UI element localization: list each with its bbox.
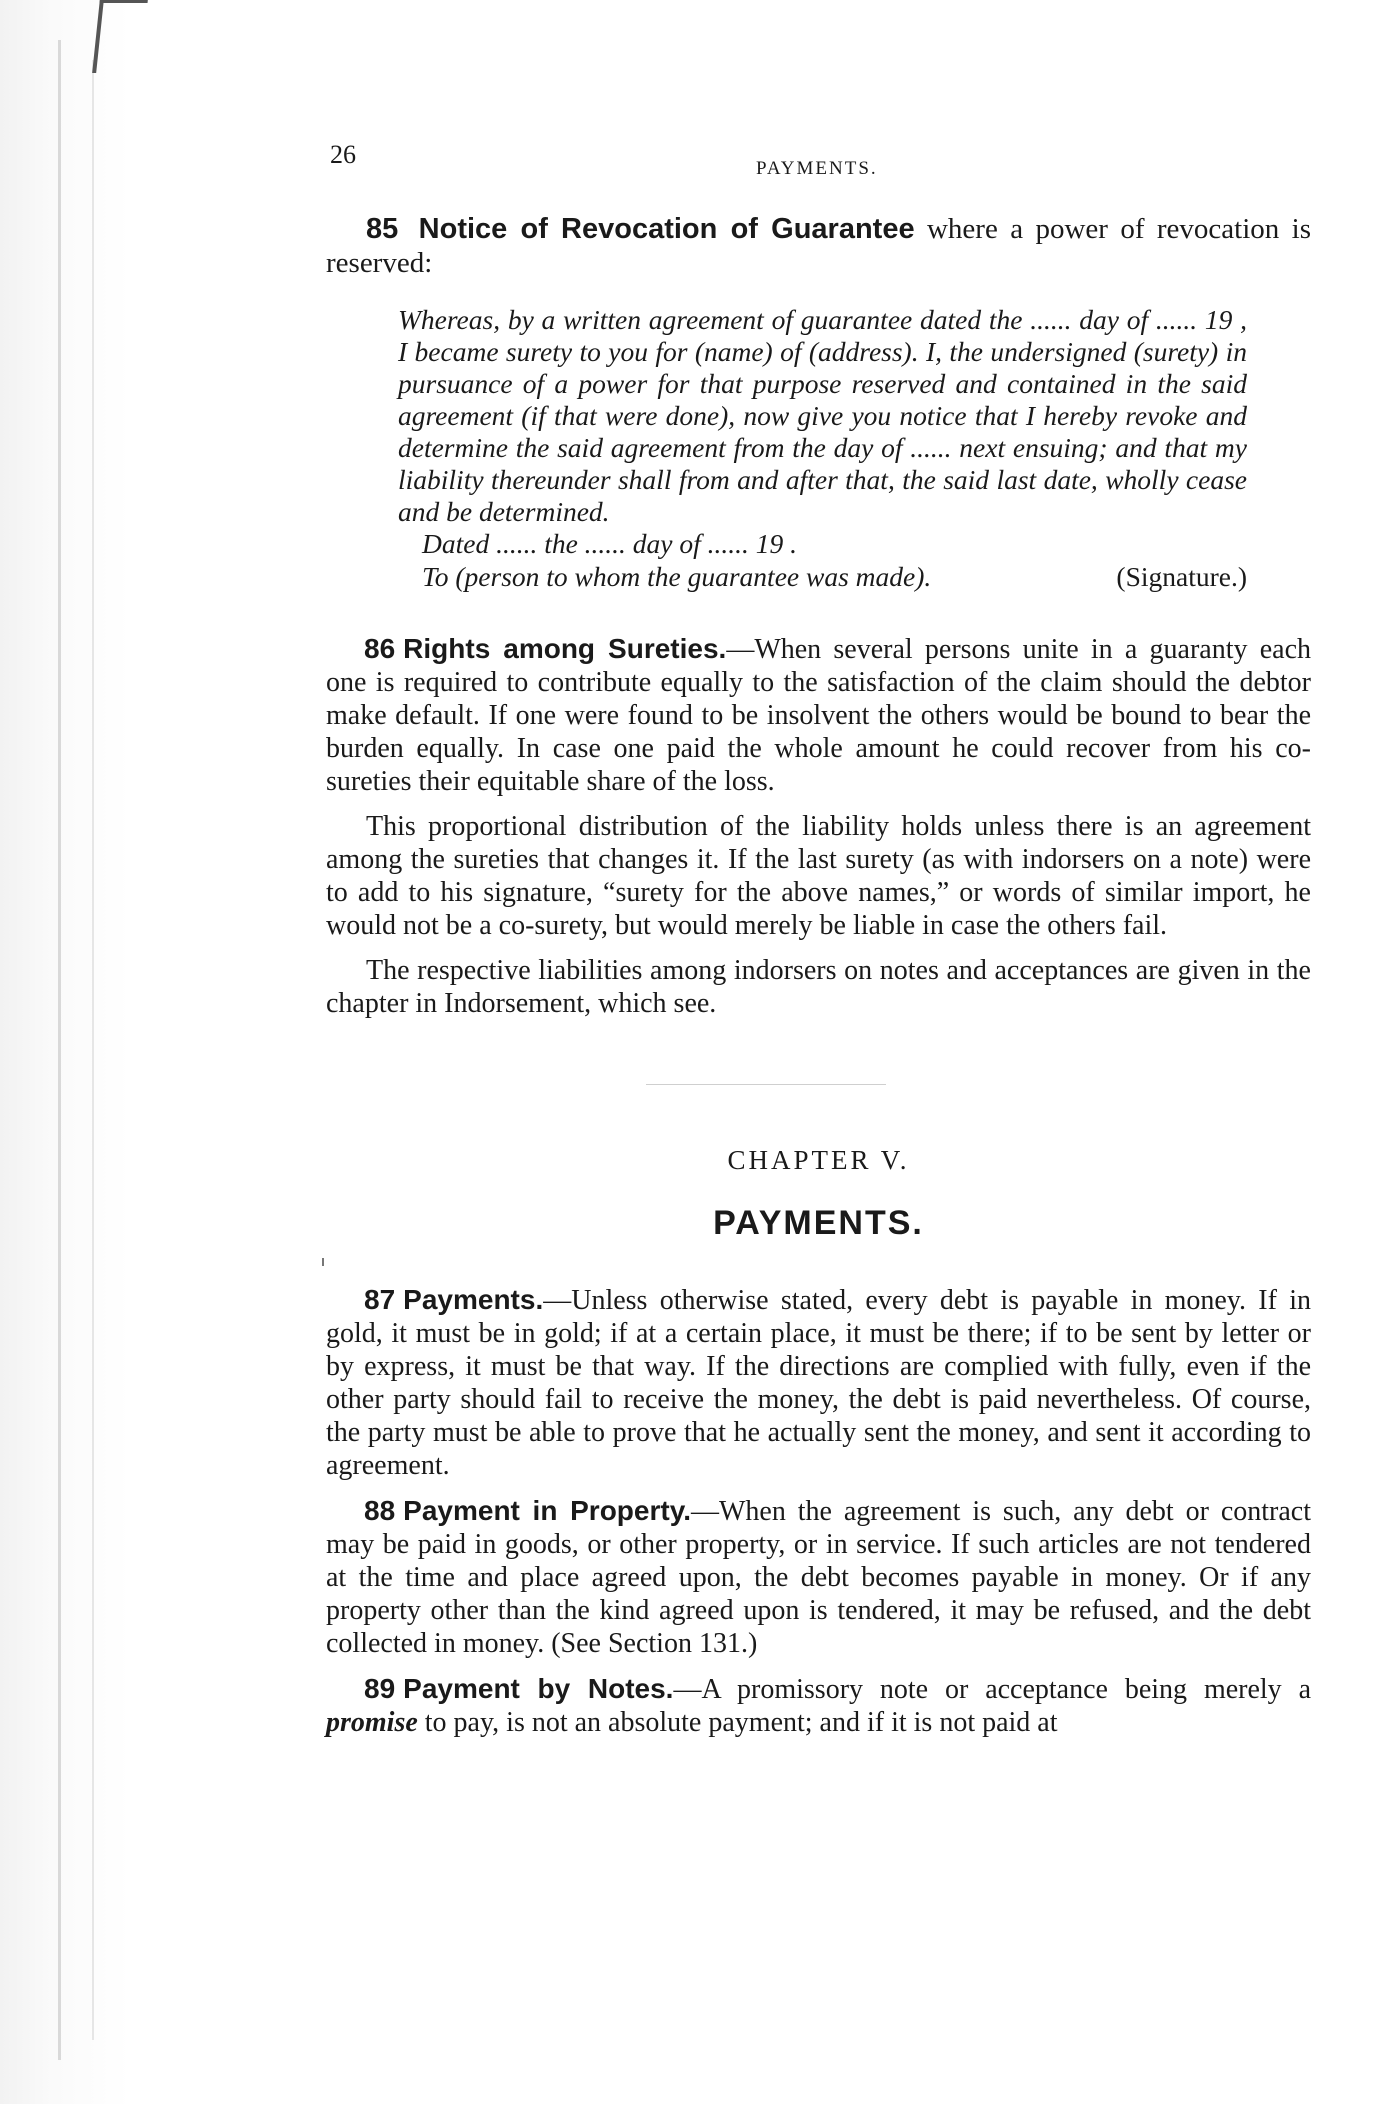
section-title: Payment by Notes. — [403, 1673, 674, 1704]
section-title: Rights among Sureties. — [403, 633, 727, 664]
section-87-paragraph — [326, 1283, 1311, 1482]
scan-speck — [322, 1258, 324, 1266]
section-title: Payment in Property. — [403, 1495, 691, 1526]
page-binding-edge — [0, 0, 130, 2104]
section-89-paragraph — [326, 1672, 1311, 1739]
page-content — [326, 130, 1311, 1751]
paragraph-text: This proportional distribution of the liability holds unless there is an agreement among the sureties that changes it. If the last surety (as with indorsers on a note) were to add to his signature, “surety for the above names,” or words of similar import, he would not be a co-surety, but would merely be liable in case the others fail. — [326, 811, 1311, 941]
section-85-heading — [326, 212, 1311, 280]
section-number: 85 — [366, 213, 399, 245]
section-number: 87 — [364, 1284, 396, 1315]
section-text: —When the agreement is such, any debt or contract may be paid in goods, or other property, or in service. If such articles are not tendered at the time and place agreed upon, the debt becomes payable in money. Or if any property other than the kind agreed upon is tendered, it may be refused, and the debt collected in money. (See Section 131.) — [326, 1496, 1312, 1659]
section-title: Payments. — [403, 1284, 544, 1315]
revocation-form-signature-line — [422, 560, 1247, 594]
section-86-paragraph — [326, 632, 1311, 798]
section-text: —A promissory note or acceptance being merely a — [673, 1674, 1311, 1705]
running-head — [326, 130, 1311, 190]
page-edge-line — [92, 60, 94, 2040]
section-text: —When several persons unite in a guaranty each one is required to contribute equally to the satisfaction of the claim should the debtor make default. If one were found to be insolvent the others would be bound to bear the burden equally. In case one paid the whole amount he could recover from his co-sureties their equitable share of the loss. — [326, 634, 1312, 797]
section-88-paragraph — [326, 1494, 1311, 1660]
revocation-form-recipient: To (person to whom the guarantee was made). — [422, 561, 932, 592]
page-edge-line — [58, 40, 61, 2060]
section-text: to pay, is not an absolute payment; and if it is not paid at — [417, 1707, 1058, 1738]
section-number: 88 — [364, 1495, 396, 1526]
section-86-paragraph-2 — [326, 810, 1311, 942]
section-heading-text: where a power of revocation is reserved: — [326, 213, 1311, 279]
chapter-label: CHAPTER V. — [727, 1145, 910, 1175]
scan-corner-mark — [92, 0, 148, 73]
section-text: —Unless otherwise stated, every debt is payable in money. If in gold, it must be in gold; if at a certain place, it must be there; if to be sent by letter or by express, it must be that way. If the directions are complied with fully, even if the other party should fail to receive the money, the debt is paid nevertheless. Of course, the party must be able to prove that he actually sent the money, and sent it according to agreement. — [326, 1285, 1311, 1481]
section-number: 89 — [364, 1673, 396, 1704]
section-title: Notice of Revocation of Guarantee — [418, 213, 915, 245]
section-86-paragraph-3 — [326, 954, 1311, 1020]
revocation-form-body: Whereas, by a written agreement of guarantee dated the ...... day of ...... 19 , I became surety to you for (name) of (address). I, the undersigned (surety) in pursuance of a power for that purpose reserved and contained in the said agreement (if that were done), now give you notice that I hereby revoke and determine the said agreement from the day of ...... next ensuing; and that my liability thereunder shall from and after that, the said last date, wholly cease and be determined. — [398, 304, 1247, 527]
page-number: 26 — [330, 140, 356, 169]
section-divider — [646, 1084, 886, 1085]
revocation-form-dated: Dated ...... the ...... day of ...... 19 . — [422, 528, 798, 559]
paragraph-text: The respective liabilities among indorsers on notes and acceptances are given in the chapter in Indorsement, which see. — [326, 955, 1311, 1019]
revocation-form-signature: (Signature.) — [1116, 561, 1247, 592]
emphasis-text: promise — [326, 1707, 418, 1738]
section-number: 86 — [364, 633, 396, 664]
running-title: PAYMENTS. — [756, 158, 878, 179]
chapter-title: PAYMENTS. — [713, 1204, 924, 1242]
